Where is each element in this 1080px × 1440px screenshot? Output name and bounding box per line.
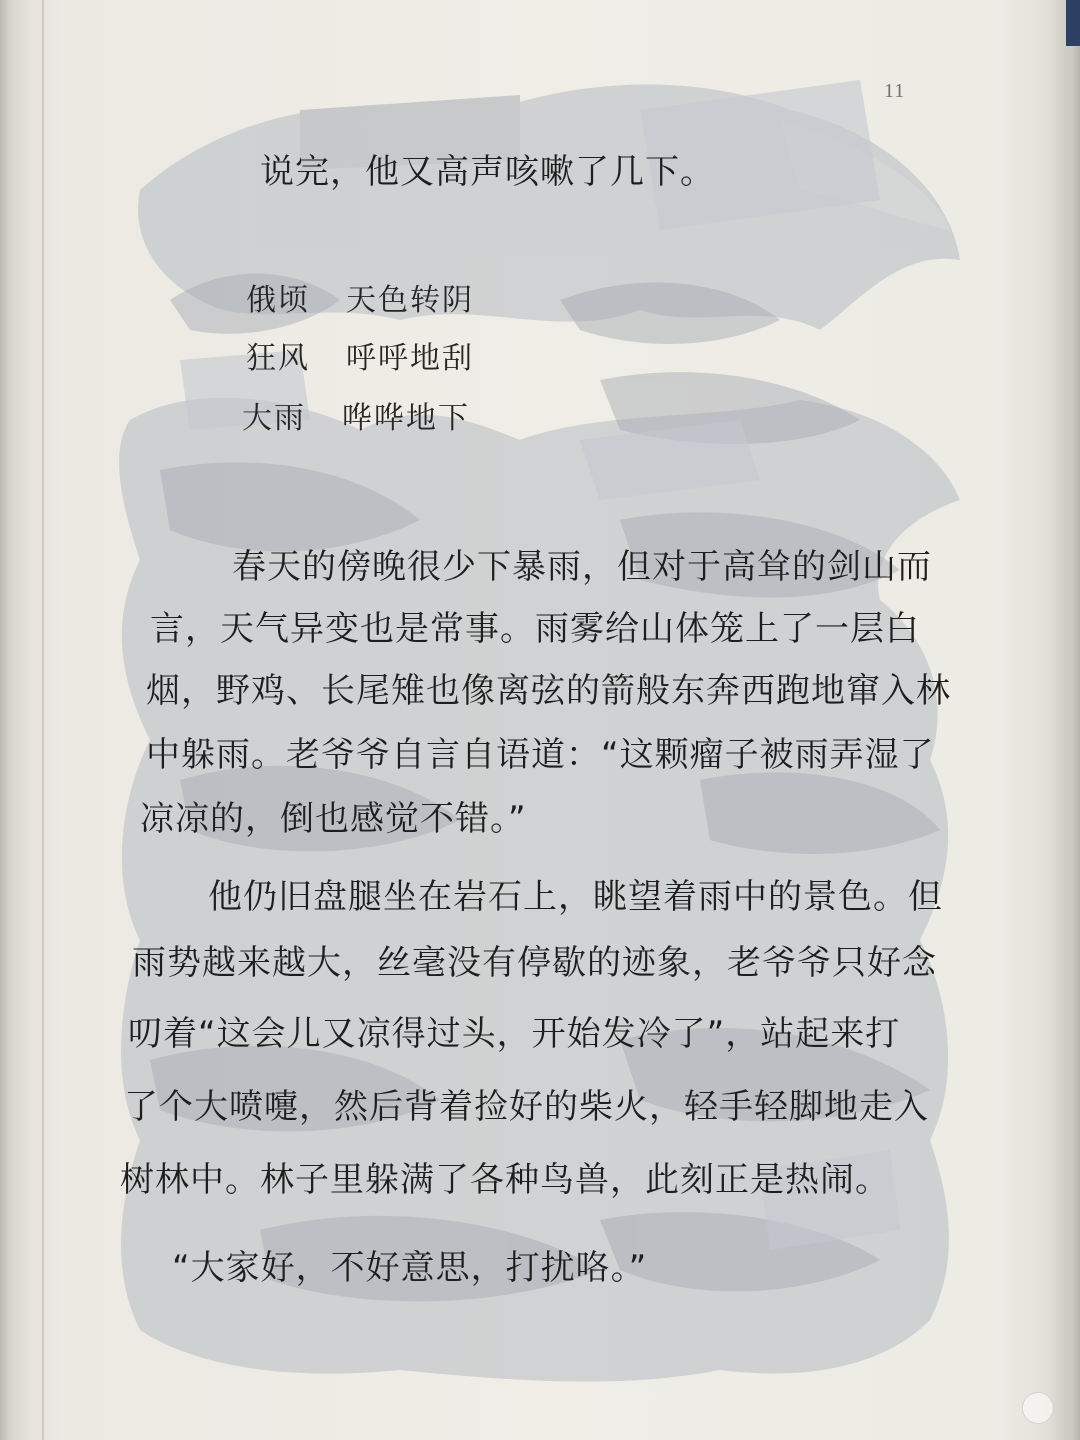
paragraph-2-line-3: 烟，野鸡、长尾雉也像离弦的箭般东奔西跑地窜入林 (146, 671, 951, 711)
paragraph-2-line-1: 春天的傍晚很少下暴雨，但对于高耸的剑山而 (232, 547, 932, 587)
poem-line-3-left: 大雨 (242, 401, 306, 436)
poem-line-1 (246, 275, 474, 319)
paragraph-2-line-4: 中躲雨。老爷爷自言自语道：“这颗瘤子被雨弄湿了 (146, 735, 935, 775)
poem-line-3 (242, 393, 470, 437)
paragraph-2-line-2: 言，天气异变也是常事。雨雾给山体笼上了一层白 (150, 609, 920, 649)
poem-line-1-left: 俄顷 (246, 283, 310, 318)
paragraph-3-line-3: 叨着“这会儿又凉得过头，开始发冷了”，站起来打 (128, 1014, 901, 1054)
watermark-icon (1022, 1392, 1054, 1424)
paragraph-4: “大家好，不好意思，打扰咯。” (172, 1248, 648, 1288)
page-right-shadow (1050, 0, 1080, 1440)
book-cover-edge (1066, 0, 1080, 46)
poem-line-3-right: 哗哗地下 (342, 401, 470, 436)
poem-line-2-right: 呼呼地刮 (346, 341, 474, 376)
paragraph-3-line-5: 树林中。林子里躲满了各种鸟兽，此刻正是热闹。 (120, 1160, 890, 1200)
poem-line-2-left: 狂风 (246, 341, 310, 376)
paragraph-3-line-4: 了个大喷嚏，然后背着捡好的柴火，轻手轻脚地走入 (124, 1087, 929, 1127)
poem-line-2 (246, 333, 474, 377)
page-number: 11 (884, 80, 906, 102)
paragraph-3-line-2: 雨势越来越大，丝毫没有停歇的迹象，老爷爷只好念 (132, 943, 937, 983)
paragraph-1: 说完，他又高声咳嗽了几下。 (260, 152, 715, 192)
paragraph-2-line-5: 凉凉的，倒也感觉不错。” (140, 799, 527, 839)
paragraph-3-line-1: 他仍旧盘腿坐在岩石上，眺望着雨中的景色。但 (208, 877, 943, 917)
poem-line-1-right: 天色转阴 (346, 283, 474, 318)
